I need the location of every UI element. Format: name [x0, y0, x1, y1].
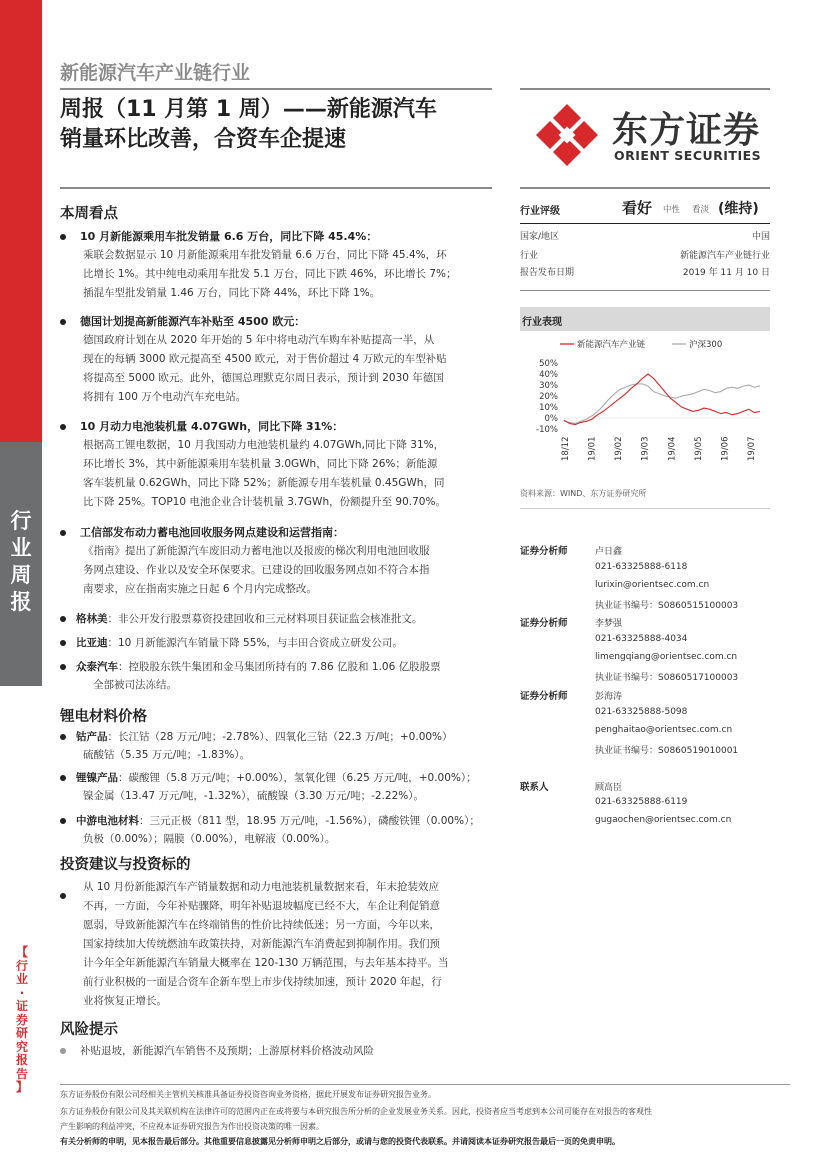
invest-line: 前行业积极的一面是合资车企新车型上市步伐持续加速，预计 2020 年起，行 [83, 976, 442, 988]
report-title-line2: 销量环比改善，合资车企提速 [60, 127, 347, 152]
y-tick-label: 40% [539, 370, 558, 380]
highlight-body-line: 根据高工锂电数据，10 月我国动力电池装机量约 4.07GWh,同比下降 31%， [83, 439, 445, 451]
analyst-cert: 执业证书编号：S0860519010001 [595, 746, 739, 756]
rating-label: 行业评级 [520, 206, 560, 217]
company-news-item [60, 634, 403, 653]
y-tick-label: 10% [539, 403, 558, 413]
analyst-email: limengqiang@orientsec.com.cn [595, 652, 738, 662]
y-tick-label: 50% [539, 359, 558, 369]
price-item [60, 812, 480, 831]
analyst-role: 证券分析师 [520, 546, 568, 557]
highlight-title-text: 德国计划提高新能源汽车补贴至 4500 欧元： [80, 315, 306, 328]
company-logo [520, 88, 770, 184]
y-tick-label: 30% [539, 381, 558, 391]
invest-heading: 投资建议与投资标的 [60, 857, 191, 873]
legend-label: 新能源汽车产业链 [577, 340, 646, 350]
highlight-title-text: 10 月新能源乘用车批发销量 6.6 万台，同比下降 45.4%： [80, 230, 378, 243]
bullet-dot [60, 664, 66, 670]
contact-email: gugaochen@orientsec.com.cn [595, 815, 732, 825]
meta-key-region: 国家/地区 [520, 232, 560, 242]
company-news-item [60, 610, 423, 629]
rating-neutral: 中性 [663, 205, 681, 215]
company-news-text: ：控股股东铁牛集团和金马集团所持有的 7.86 亿股和 1.06 亿股股票 [118, 661, 441, 673]
price-line: ：三元正极（811 型，18.95 万元/吨，-1.56%），磷酸铁锂（0.00%）； [139, 815, 480, 827]
highlight-body-line: 将提高至 5000 欧元。此外，德国总理默克尔周日表示，预计到 2030 年德国 [83, 372, 444, 384]
x-tick-label: 19/06 [720, 436, 731, 461]
highlight-body-line: 务网点建设、作业以及安全环保要求。已建设的回收服务网点如不符合本指 [83, 564, 430, 576]
performance-chart [520, 333, 770, 483]
highlight-body-line: 插混车型批发销量 1.46 万台，同比下降 44%，环比下降 1%。 [83, 287, 381, 299]
logo-cn: 东方证券 [612, 110, 761, 151]
risk-heading: 风险提示 [60, 1022, 118, 1038]
price-item [60, 769, 477, 788]
company-news-cont: 全部被司法冻结。 [93, 679, 177, 691]
analyst-cert: 执业证书编号：S0860517100003 [595, 673, 739, 683]
analyst-role: 证券分析师 [520, 618, 568, 629]
company-news-text: ：10 月新能源汽车销量下降 55%，与丰田合资成立研发公司。 [107, 637, 403, 649]
highlight-title-text: 工信部发布动力蓄电池回收服务网点建设和运营指南： [80, 526, 344, 539]
meta-val-region: 中国 [751, 232, 770, 242]
performance-label: 行业表现 [522, 317, 562, 328]
bullet-dot [60, 319, 66, 325]
x-tick-label: 19/04 [667, 436, 678, 461]
highlight-body-line: 德国政府计划在从 2020 年开始的 5 年中将电动汽车购车补贴提高一半，从 [83, 334, 435, 346]
company-news-text: ：非公开发行股票募资投建回收和三元材料项目获证监会核准批文。 [107, 613, 423, 625]
highlight-body-line: 环比增长 3%，其中新能源乘用车装机量 3.0GWh，同比下降 26%；新能源 [83, 458, 438, 470]
footer-line2: 东方证券股份有限公司及其关联机构在法律许可的范围内正在或将要与本研究报告所分析的企业发展业务关系。因此，投资者应当考虑到本公司可能存在对报告的客观性 [60, 1107, 652, 1116]
report-title-line1: 周报（11 月第 1 周）——新能源汽车 [60, 97, 437, 122]
highlight-title [60, 313, 305, 329]
highlight-title-text: 10 月动力电池装机量 4.07GWh，同比下降 31%： [80, 420, 344, 433]
bullet-dot [60, 775, 66, 781]
x-tick-label: 19/03 [640, 436, 651, 461]
performance-source: 资料来源：WIND、东方证券研究所 [520, 489, 647, 498]
price-category: 钴产品 [76, 731, 108, 743]
price-line-cont: 镍金属（13.47 万元/吨，-1.32%），硫酸镍（3.30 万元/吨；-2.22%）。 [83, 790, 424, 802]
contact-name: 顾高臣 [595, 783, 623, 793]
y-tick-label: -10% [536, 425, 558, 435]
legend-label: 沪深300 [689, 340, 723, 350]
x-tick-label: 19/05 [693, 436, 704, 461]
price-category: 中游电池材料 [76, 815, 139, 827]
header-rule [60, 88, 492, 90]
bullet-dot [60, 818, 66, 824]
invest-line: 不再，一方面，今年补贴骤降，明年补贴退坡幅度已经不大，车企让利促销意 [83, 900, 440, 912]
rating-value: 看好 [622, 199, 653, 217]
bullet-dot [60, 734, 66, 740]
highlight-body-line: 南要求，应在指南实施之日起 6 个月内完成整改。 [83, 583, 317, 595]
invest-bullet [60, 885, 80, 904]
highlight-body-line: 客车装机量 0.62GWh，同比下降 52%；新能源专用车装机量 0.45GWh，同 [83, 477, 445, 489]
contact-phone: 021-63325888-6119 [595, 797, 688, 807]
industry-name: 新能源汽车产业链行业 [60, 62, 251, 84]
rating-top-rule [520, 187, 770, 189]
x-tick-label: 19/02 [614, 436, 625, 461]
highlight-body-line: 比增长 1%。其中纯电动乘用车批发 5.1 万台，同比下跌 46%，环比增长 7%； [83, 268, 457, 280]
bullet-dot [60, 616, 66, 622]
invest-line: 愿弱，导致新能源汽车在终端销售的性价比持续低迷；另一方面，今年以来， [83, 919, 440, 931]
footer-line3: 产生影响的利益冲突，不应视本证券研究报告为作出投资决策的唯一因素。 [60, 1122, 324, 1131]
bullet-dot [60, 234, 66, 240]
company-name: 众泰汽车 [76, 661, 118, 673]
logo-top-rule [520, 88, 770, 90]
highlight-body-line: 将拥有 100 万个电动汽车充电站。 [83, 391, 247, 403]
analyst-top-rule [520, 508, 770, 509]
analyst-phone: 021-63325888-5098 [595, 707, 688, 717]
meta-key-industry: 行业 [520, 251, 539, 261]
analyst-name: 彭海涛 [595, 692, 623, 702]
highlight-body-line: 乘联会数据显示 10 月新能源乘用车批发销量 6.6 万台，同比下降 45.4%，环 [83, 249, 447, 261]
invest-line: 业将恢复正增长。 [83, 995, 167, 1007]
bullet-dot [60, 640, 66, 646]
highlight-body-line: 现在的每辆 3000 欧元提高至 4500 欧元，对于售价超过 4 万欧元的车型补贴 [83, 353, 447, 365]
lithium-heading: 锂电材料价格 [60, 709, 147, 725]
x-tick-label: 18/12 [561, 436, 571, 461]
price-item [60, 728, 453, 747]
footer-rule [60, 1084, 790, 1085]
invest-line: 国家持续加大传统燃油车政策扶持，对新能源汽车消费起到抑制作用。我们预 [83, 938, 440, 950]
price-line-cont: 负极（0.00%）；隔膜（0.00%），电解液（0.00%）。 [83, 833, 336, 845]
rating-maintain: (维持) [718, 201, 759, 217]
risk-text [60, 1042, 374, 1061]
weekly-heading: 本周看点 [60, 206, 118, 222]
analyst-email: penghaitao@orientsec.com.cn [595, 725, 733, 735]
analyst-name: 李梦强 [595, 619, 623, 629]
highlight-title [60, 418, 343, 434]
risk-text-content: 补贴退坡，新能源汽车销售不及预期；上游原材料价格波动风险 [80, 1045, 374, 1057]
company-name: 比亚迪 [76, 637, 108, 649]
x-tick-label: 19/07 [747, 436, 757, 461]
highlight-body-line: 比下降 25%。TOP10 电池企业合计装机量 3.7GWh，份额提升至 90.70%。 [83, 496, 446, 508]
series-line-新能源汽车产业链 [564, 374, 760, 425]
company-name: 格林美 [76, 613, 108, 625]
highlight-title [60, 228, 377, 244]
invest-line: 计今年全年新能源汽车销量大概率在 120-130 万辆范围，与去年基本持平。当 [83, 957, 449, 969]
meta-bottom-rule [520, 290, 770, 291]
analyst-role: 证券分析师 [520, 691, 568, 702]
footer-line1: 东方证券股份有限公司经相关主管机关核准具备证券投资咨询业务资格，据此开展发布证券研究报告业务。 [60, 1090, 436, 1099]
price-category: 锂镍产品 [76, 772, 118, 784]
analyst-cert: 执业证书编号：S0860515100003 [595, 601, 739, 611]
meta-val-date: 2019 年 11 月 10 日 [682, 268, 770, 278]
analyst-phone: 021-63325888-4034 [595, 634, 688, 644]
company-news-item [60, 658, 441, 677]
title-bottom-rule [60, 187, 492, 189]
y-tick-label: 20% [539, 392, 558, 402]
sidebar-category-label: 行 业 周 报 [10, 509, 32, 614]
price-line: ：碳酸锂（5.8 万元/吨；+0.00%），氢氧化锂（6.25 万元/吨，+0.00%）； [118, 772, 477, 784]
analyst-name: 卢日鑫 [595, 547, 623, 557]
contact-role: 联系人 [520, 782, 549, 793]
bullet-dot [60, 530, 66, 536]
invest-line: 从 10 月份新能源汽车产销量数据和动力电池装机量数据来看，年末抢装效应 [83, 881, 440, 893]
bullet-dot [60, 424, 66, 430]
meta-key-date: 报告发布日期 [520, 268, 575, 278]
x-tick-label: 19/01 [587, 436, 598, 461]
highlight-body-line: 《指南》提出了新能源汽车废旧动力蓄电池以及报废的梯次利用电池回收服 [83, 545, 430, 557]
logo-en: ORIENT SECURITIES [614, 148, 762, 163]
analyst-email: lurixin@orientsec.com.cn [595, 580, 710, 590]
meta-val-industry: 新能源汽车产业链行业 [679, 251, 770, 261]
orient-logo-icon [534, 102, 600, 168]
y-tick-label: 0% [544, 414, 558, 424]
price-line: ：长江钴（28 万元/吨；-2.78%）、四氧化三钴（22.3 万/吨；+0.00%） [107, 731, 453, 743]
analyst-phone: 021-63325888-6118 [595, 562, 688, 572]
sidebar-report-type: 【 行 业 · 证 券 研 究 报 告 】 [15, 945, 28, 1094]
rating-rule [520, 223, 770, 224]
rating-bearish: 看淡 [692, 205, 710, 215]
price-line-cont: 硫酸钴（5.35 万元/吨；-1.83%）。 [83, 749, 251, 761]
sidebar-red-band [0, 0, 42, 442]
footer-line4: 有关分析师的申明，见本报告最后部分。其他重要信息披露见分析师申明之后部分，或请与您的投资代表联系。并请阅读本证券研究报告最后一页的免责申明。 [60, 1137, 620, 1146]
highlight-title [60, 524, 344, 540]
